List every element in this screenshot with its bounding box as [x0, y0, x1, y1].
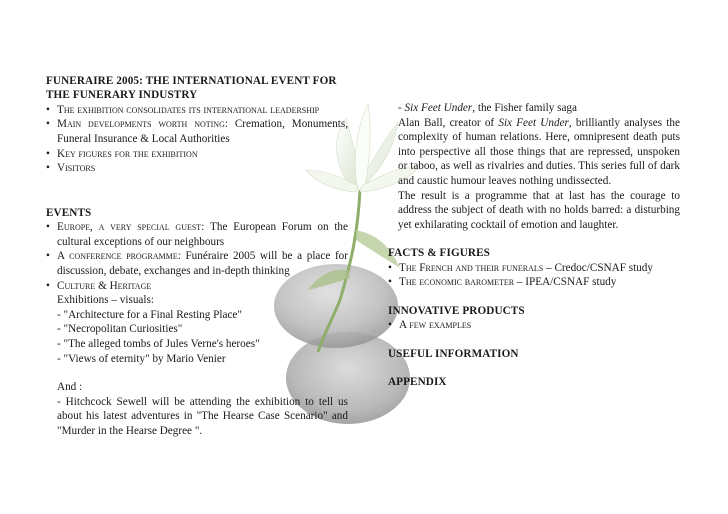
- six-feet-under-title: - Six Feet Under, the Fisher family saga: [398, 102, 577, 114]
- spacer: [388, 333, 680, 347]
- useful-heading: USEFUL INFORMATION: [388, 347, 519, 360]
- bullet-item: • The economic barometer – IPEA/CSNAF study: [388, 275, 680, 290]
- bullet-item: • A conference programme: Funéraire 2005 will be a place for discussion, debate, exchanges and in-depth thinking: [46, 249, 348, 278]
- exhibition-item: - "Necropolitan Curiosities": [57, 323, 183, 336]
- bullet-item: • Main developments worth noting: Cremation, Monuments, Funeral Insurance & Local Authorities: [46, 117, 348, 146]
- spacer: [388, 232, 680, 246]
- spacer: [388, 290, 680, 304]
- main-heading: FUNERAIRE 2005: THE INTERNATIONAL EVENT FOR THE FUNERARY INDUSTRY: [46, 75, 337, 102]
- exhibitions-label: Exhibitions – visuals:: [57, 294, 154, 307]
- bullet-item: • Europe, a very special guest: The European Forum on the cultural exceptions of our neighbours: [46, 220, 348, 249]
- six-feet-under-result: The result is a programme that at last has the courage to address the subject of death with no holds barred: a disturbing yet exhilarating cocktail of emotion and laughter.: [398, 189, 680, 231]
- facts-heading: FACTS & FIGURES: [388, 247, 490, 260]
- bullet-item: • The French and their funerals – Credoc/CSNAF study: [388, 261, 680, 276]
- spacer: [46, 366, 348, 380]
- and-label: And :: [57, 381, 83, 394]
- right-column: [388, 101, 680, 390]
- spacer: [388, 361, 680, 375]
- exhibition-item: - "Architecture for a Final Resting Place": [57, 308, 242, 321]
- innovative-heading: INNOVATIVE PRODUCTS: [388, 304, 525, 317]
- bullet-item: • Key figures for the exhibition: [46, 147, 348, 162]
- bullet-item: • A few examples: [388, 318, 680, 333]
- spacer: [46, 176, 348, 206]
- and-text: - Hitchcock Sewell will be attending the exhibition to tell us about his latest adventures in "The Hearse Case Scenario" and "Murder in the Hearse Degree ".: [57, 395, 348, 437]
- bullet-item: • Visitors: [46, 161, 348, 176]
- exhibition-item: - "Views of eternity" by Mario Venier: [57, 352, 226, 365]
- six-feet-under-text: Alan Ball, creator of Six Feet Under, brilliantly analyses the complexity of human relations. Here, omnipresent death puts into perspective all those things that are repressed, unspoken or taboo, as well as rivalries and duties. This series full of dark and caustic humour leaves nothing undissected.: [398, 116, 680, 187]
- bullet-item: • Culture & Heritage: [46, 279, 348, 294]
- events-heading: EVENTS: [46, 206, 92, 219]
- appendix-heading: APPENDIX: [388, 376, 447, 389]
- exhibition-item: - "The alleged tombs of Jules Verne's heroes": [57, 337, 260, 350]
- left-column: [46, 74, 348, 439]
- bullet-item: • The exhibition consolidates its international leadership: [46, 103, 348, 118]
